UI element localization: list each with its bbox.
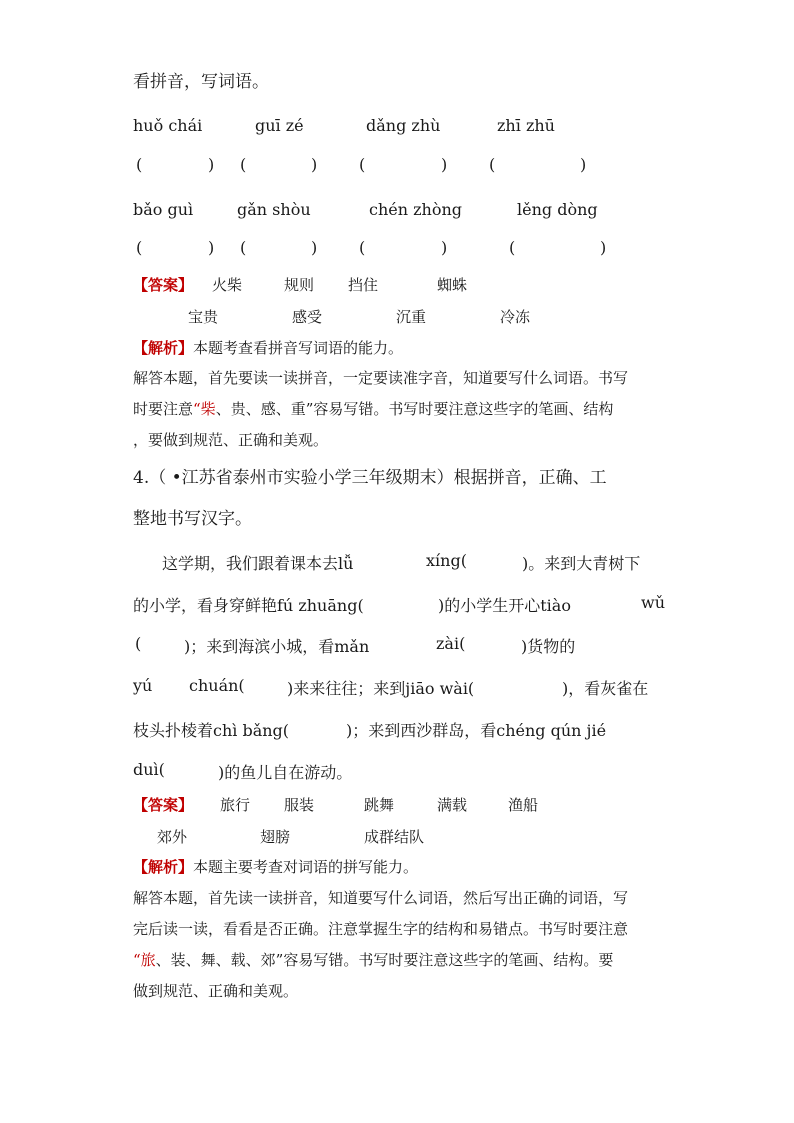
answer-word: 沉重 xyxy=(396,308,427,326)
answer-word: 跳舞 xyxy=(364,796,395,814)
passage-text: wǔ xyxy=(641,593,665,612)
analysis-text-part: 、贵、感、重”容易写错。书写时要注意这些字的笔画、结构 xyxy=(215,400,614,418)
pinyin-word: dǎng zhù xyxy=(366,116,441,135)
pinyin-word: huǒ chái xyxy=(133,116,203,135)
passage-text: 枝头扑棱着chì bǎng( xyxy=(133,721,290,740)
pinyin-word: chén zhòng xyxy=(369,200,463,219)
answer-blank-open: ( xyxy=(136,238,143,257)
analysis-text: 解答本题，首先读一读拼音，知道要写什么词语，然后写出正确的词语，写 xyxy=(133,889,629,907)
answer-blank-close: ) xyxy=(600,238,607,257)
pinyin-word: lěng dòng xyxy=(517,200,598,219)
passage-text: zài( xyxy=(436,634,466,653)
pinyin-word: zhī zhū xyxy=(497,116,555,135)
answer-word: 宝贵 xyxy=(188,308,219,326)
analysis-text: 做到规范、正确和美观。 xyxy=(133,982,299,1000)
analysis-heading xyxy=(133,338,403,358)
highlighted-char: “旅 xyxy=(133,951,156,969)
answer-word: 翅膀 xyxy=(260,828,291,846)
analysis-text xyxy=(133,399,613,419)
answer-word: 规则 xyxy=(284,276,315,294)
answer-blank-open: ( xyxy=(359,238,366,257)
answer-blank-close: ) xyxy=(208,238,215,257)
pinyin-word: guī zé xyxy=(255,116,304,135)
passage-text: )；来到海滨小城，看mǎn xyxy=(184,637,370,656)
q4-header: 4.（ •江苏省泰州市实验小学三年级期末）根据拼音，正确、工 xyxy=(133,468,607,488)
answer-word: 成群结队 xyxy=(364,828,425,846)
pinyin-word: bǎo guì xyxy=(133,200,194,219)
analysis-text: 解答本题，首先要读一读拼音，一定要读准字音，知道要写什么词语。书写 xyxy=(133,369,629,387)
answer-blank-close: ) xyxy=(208,155,215,174)
answer-blank-close: ) xyxy=(441,155,448,174)
passage-text: )货物的 xyxy=(521,637,576,656)
analysis-tag: 【解析】 xyxy=(133,339,194,357)
analysis-title: 本题主要考查对词语的拼写能力。 xyxy=(193,858,419,876)
passage-text: duì( xyxy=(133,760,165,779)
answer-blank-open: ( xyxy=(509,238,516,257)
passage-text: )，看灰雀在 xyxy=(562,679,649,698)
passage-text: ( xyxy=(135,634,142,653)
passage-text: chuán( xyxy=(189,676,245,695)
answer-word: 旅行 xyxy=(220,796,251,814)
answer-word: 蜘蛛 xyxy=(437,276,468,294)
pinyin-word: gǎn shòu xyxy=(237,200,311,219)
analysis-text xyxy=(133,950,613,970)
analysis-text-part: 、装、舞、载、郊”容易写错。书写时要注意这些字的笔画、结构。要 xyxy=(155,951,614,969)
passage-text: )。来到大青树下 xyxy=(522,554,641,573)
passage-text: )的鱼儿自在游动。 xyxy=(218,763,353,782)
answer-blank-close: ) xyxy=(441,238,448,257)
analysis-tag: 【解析】 xyxy=(133,858,194,876)
answer-blank-open: ( xyxy=(240,238,247,257)
answer-blank-open: ( xyxy=(136,155,143,174)
answer-word: 挡住 xyxy=(348,276,379,294)
analysis-text: 完后读一读，看看是否正确。注意掌握生字的结构和易错点。书写时要注意 xyxy=(133,920,629,938)
answer-word: 满载 xyxy=(437,796,468,814)
analysis-text-part: 时要注意 xyxy=(133,400,194,418)
answer-blank-open: ( xyxy=(489,155,496,174)
answer-blank-open: ( xyxy=(240,155,247,174)
passage-text: 的小学，看身穿鲜艳fú zhuāng( xyxy=(133,596,364,615)
passage-text: xíng( xyxy=(426,551,467,570)
answer-tag: 【答案】 xyxy=(133,796,194,814)
q3-prompt: 看拼音，写词语。 xyxy=(133,72,269,92)
answer-word: 渔船 xyxy=(508,796,539,814)
answer-word: 火柴 xyxy=(212,276,243,294)
passage-text: 这学期，我们跟着课本去lǚ xyxy=(162,554,354,573)
answer-blank-close: ) xyxy=(311,155,318,174)
passage-text: yú xyxy=(133,676,153,695)
passage-text: )来来往往；来到jiāo wài( xyxy=(287,679,475,698)
analysis-heading xyxy=(133,857,418,877)
passage-text: )的小学生开心tiào xyxy=(438,596,571,615)
answer-blank-open: ( xyxy=(359,155,366,174)
analysis-text: ，要做到规范、正确和美观。 xyxy=(133,431,329,449)
answer-word: 郊外 xyxy=(157,828,188,846)
answer-word: 冷冻 xyxy=(500,308,531,326)
passage-text: )；来到西沙群岛，看chéng qún jié xyxy=(346,721,607,740)
answer-word: 服装 xyxy=(284,796,315,814)
answer-word: 感受 xyxy=(292,308,323,326)
answer-blank-close: ) xyxy=(580,155,587,174)
answer-tag: 【答案】 xyxy=(133,276,194,294)
answer-blank-close: ) xyxy=(311,238,318,257)
analysis-title: 本题考查看拼音写词语的能力。 xyxy=(193,339,404,357)
highlighted-char: “柴 xyxy=(193,400,216,418)
q4-header-cont: 整地书写汉字。 xyxy=(133,509,252,529)
